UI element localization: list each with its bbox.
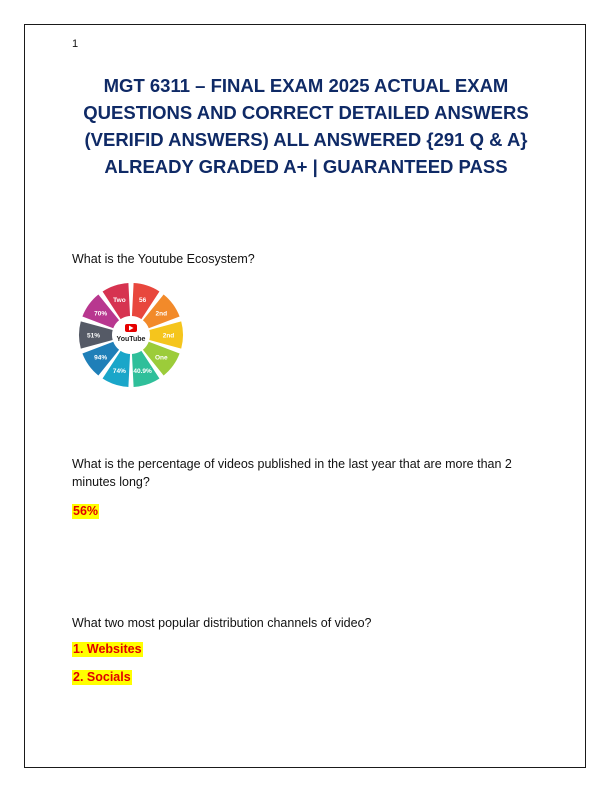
question-2: What is the percentage of videos published in the last year that are more than 2 minutes long?: [72, 457, 512, 489]
wheel-segment-label: 2nd: [155, 310, 168, 318]
wheel-center-label: YouTube: [116, 336, 146, 343]
wheel-segment-label: 56: [138, 296, 147, 304]
wheel-segment-label: 74%: [112, 368, 126, 376]
wheel-segment-label: 40.9%: [133, 368, 152, 376]
document-title: MGT 6311 – FINAL EXAM 2025 ACTUAL EXAM QUESTIONS AND CORRECT DETAILED ANSWERS (VERIFID ANSWERS) ALL ANSWERED {291 Q & A} ALREADY GRADED A+ | GUARANTEED PASS: [83, 75, 529, 177]
wheel-segment-label: 51%: [86, 332, 101, 340]
wheel-segment-label: Two: [113, 296, 126, 304]
wheel-segment-label: 2nd: [162, 332, 175, 340]
wheel-segment-label: One: [155, 354, 168, 362]
wheel-center: [114, 318, 148, 352]
answer-3-item-1: 1. Websites: [73, 642, 142, 656]
page-number: 1: [72, 38, 79, 50]
wheel-segment-label: 70%: [94, 310, 108, 318]
question-1: What is the Youtube Ecosystem?: [72, 252, 255, 266]
answer-3-item-2: 2. Socials: [73, 670, 131, 684]
question-3: What two most popular distribution channels of video?: [72, 616, 372, 630]
youtube-ecosystem-infographic: [76, 280, 186, 390]
answer-2: 56%: [73, 504, 99, 518]
wheel-segment-label: 94%: [94, 354, 108, 362]
